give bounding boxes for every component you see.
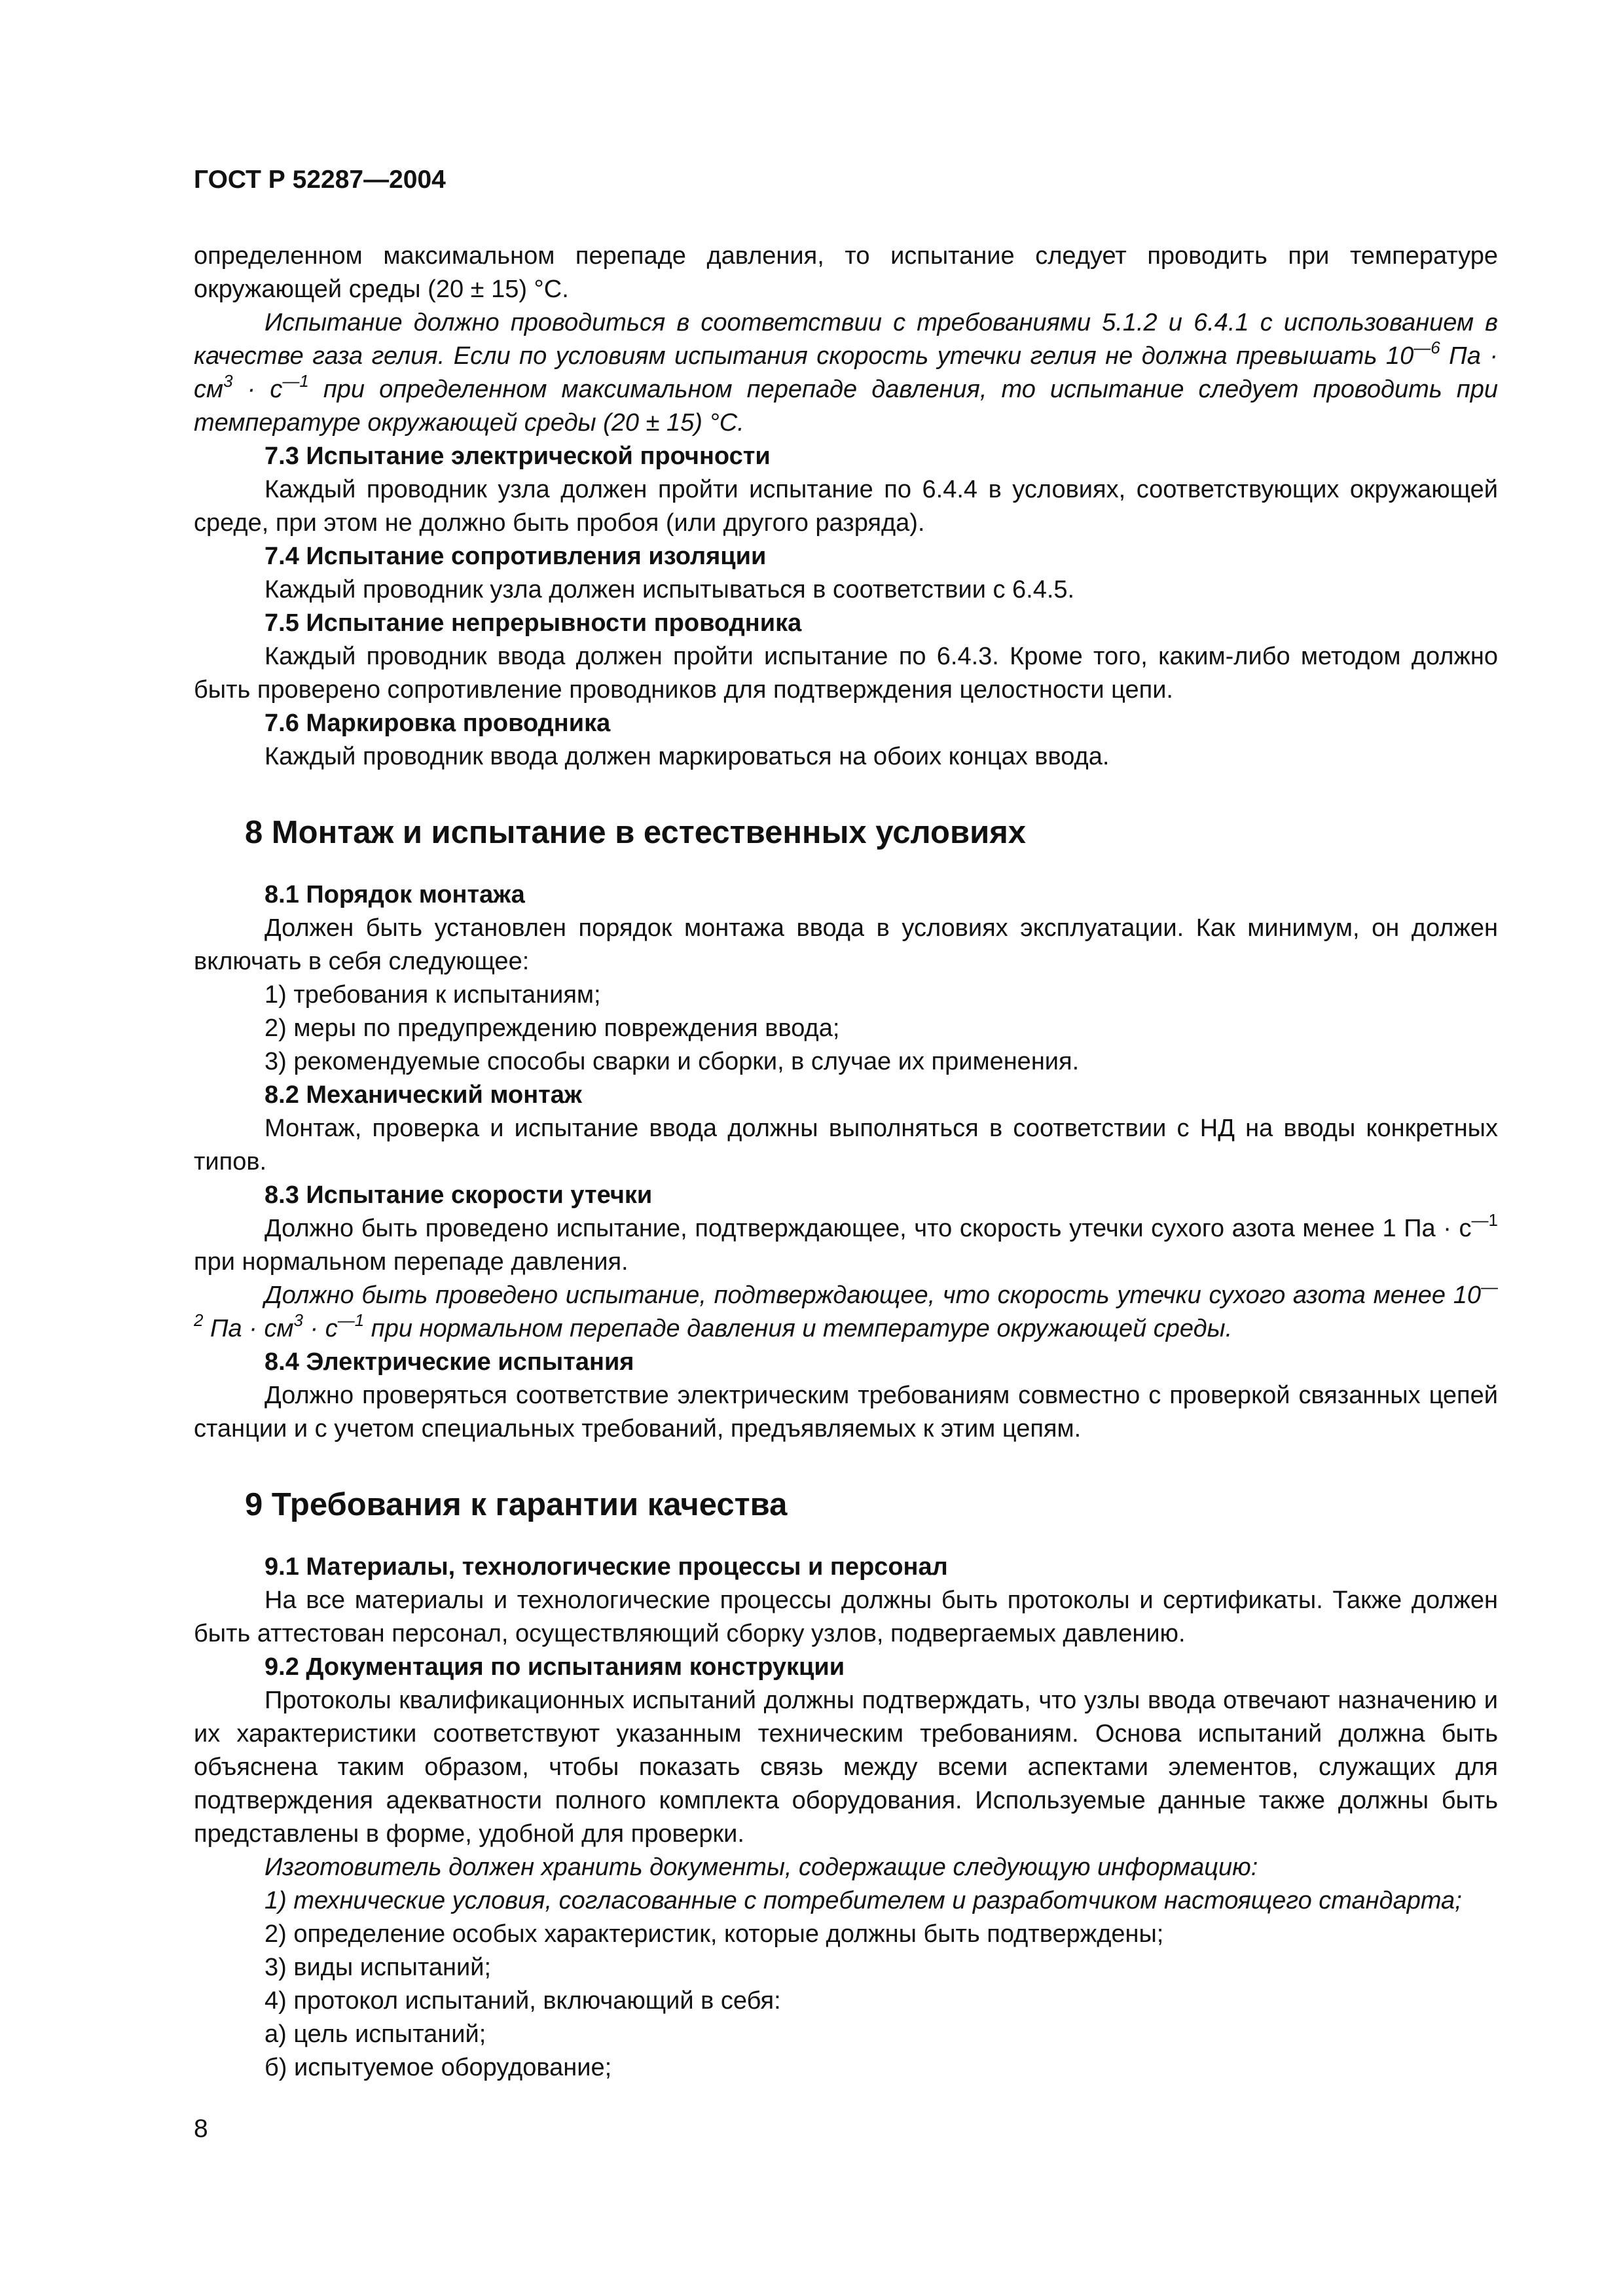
list-item: 2) определение особых характеристик, которые должны быть подтверждены; bbox=[264, 1920, 1164, 1948]
list-item: 3) рекомендуемые способы сварки и сборки, в случае их применения. bbox=[264, 1048, 1080, 1075]
subsection-title-7-6: 7.6 Маркировка проводника bbox=[264, 709, 611, 737]
paragraph-8-4: Должно проверяться соответствие электрическим требованиям совместно с проверкой связанных цепей станции и с учетом специальных требований, предъявляемых к этим цепям. bbox=[194, 1382, 1498, 1443]
subsection-title-9-2: 9.2 Документация по испытаниям конструкции bbox=[264, 1653, 845, 1681]
paragraph-7-5: Каждый проводник ввода должен пройти испытание по 6.4.3. Кроме того, каким-либо методом должно быть проверено сопротивление проводников для подтверждения целостности цепи. bbox=[194, 643, 1498, 704]
list-item: б) испытуемое оборудование; bbox=[264, 2054, 612, 2081]
list-item: 2) меры по предупреждению повреждения ввода; bbox=[264, 1014, 840, 1042]
document-page bbox=[194, 164, 1498, 2085]
paragraph-8-3: Должно быть проведено испытание, подтверждающее, что скорость утечки сухого азота менее 1 Па · $с^{—1}$ при нормальном перепаде давления. bbox=[194, 1210, 1498, 1276]
list-item: 1) требования к испытаниям; bbox=[264, 981, 601, 1009]
section-title-8: 8 Монтаж и испытание в естественных условиях bbox=[245, 815, 1027, 850]
paragraph-9-2: Протоколы квалификационных испытаний должны подтверждать, что узлы ввода отвечают назначению и их характеристики соответствуют указанным техническим требованиям. Основа испытаний должна быть объяснена таким образом, чтобы показать связь между всеми аспектами элементов, служащих для подтверждения адекватности полного комплекта оборудования. Используемые данные также должны быть представлены в форме, удобной для проверки. bbox=[194, 1687, 1498, 1848]
list-item: а) цель испытаний; bbox=[264, 2020, 486, 2048]
paragraph-9-1: На все материалы и технологические процессы должны быть протоколы и сертификаты. Также должен быть аттестован персонал, осуществляющий сборку узлов, подвергаемых давлению. bbox=[194, 1587, 1498, 1647]
paragraph-italic-helium: Испытание должно проводиться в соответствии с требованиями 5.1.2 и 6.4.1 с использованием в качестве газа гелия. Если по условиям испытания скорость утечки гелия не должна превышать $10^{—6}$ Па · $см^3 \cdot с^{—1}$ при определенном максимальном перепаде давления, то испытание следует проводить при температуре окружающей среды (20 ± 15) °С. bbox=[194, 309, 1498, 437]
section-title-9: 9 Требования к гарантии качества bbox=[245, 1487, 788, 1522]
paragraph-8-3-italic: Должно быть проведено испытание, подтверждающее, что скорость утечки сухого азота менее $10^{—2}$ Па · $см^3 \cdot с^{—1}$ при нормальном перепаде давления и температуре окружающей среды. bbox=[194, 1277, 1498, 1342]
subsection-title-7-5: 7.5 Испытание непрерывности проводника bbox=[264, 609, 802, 637]
list-item: 3) виды испытаний; bbox=[264, 1954, 492, 1981]
subsection-title-8-3: 8.3 Испытание скорости утечки bbox=[264, 1181, 653, 1209]
page-number: 8 bbox=[194, 2115, 208, 2143]
paragraph-8-1: Должен быть установлен порядок монтажа ввода в условиях эксплуатации. Как минимум, он должен включать в себя следующее: bbox=[194, 914, 1498, 975]
subsection-title-8-2: 8.2 Механический монтаж bbox=[264, 1081, 582, 1109]
document-header: ГОСТ Р 52287—2004 bbox=[194, 166, 446, 194]
subsection-title-7-4: 7.4 Испытание сопротивления изоляции bbox=[264, 543, 767, 570]
paragraph-9-2-italic-item: 1) технические условия, согласованные с потребителем и разработчиком настоящего стандарта; bbox=[264, 1887, 1462, 1914]
paragraph-7-4: Каждый проводник узла должен испытываться в соответствии с 6.4.5. bbox=[264, 576, 1075, 603]
paragraph-continuation: определенном максимальном перепаде давления, то испытание следует проводить при температуре окружающей среды (20 ± 15) °С. bbox=[194, 242, 1498, 303]
subsection-title-7-3: 7.3 Испытание электрической прочности bbox=[264, 442, 771, 470]
paragraph-9-2-italic: Изготовитель должен хранить документы, содержащие следующую информацию: bbox=[264, 1854, 1258, 1881]
paragraph-8-2: Монтаж, проверка и испытание ввода должны выполняться в соответствии с НД на вводы конкретных типов. bbox=[194, 1115, 1498, 1175]
paragraph-7-3: Каждый проводник узла должен пройти испытание по 6.4.4 в условиях, соответствующих окружающей среде, при этом не должно быть пробоя (или другого разряда). bbox=[194, 476, 1498, 537]
subsection-title-9-1: 9.1 Материалы, технологические процессы и персонал bbox=[264, 1553, 948, 1581]
list-item: 4) протокол испытаний, включающий в себя: bbox=[264, 1987, 781, 2015]
subsection-title-8-1: 8.1 Порядок монтажа bbox=[264, 881, 525, 908]
paragraph-7-6: Каждый проводник ввода должен маркироваться на обоих концах ввода. bbox=[264, 743, 1110, 770]
subsection-title-8-4: 8.4 Электрические испытания bbox=[264, 1348, 634, 1376]
